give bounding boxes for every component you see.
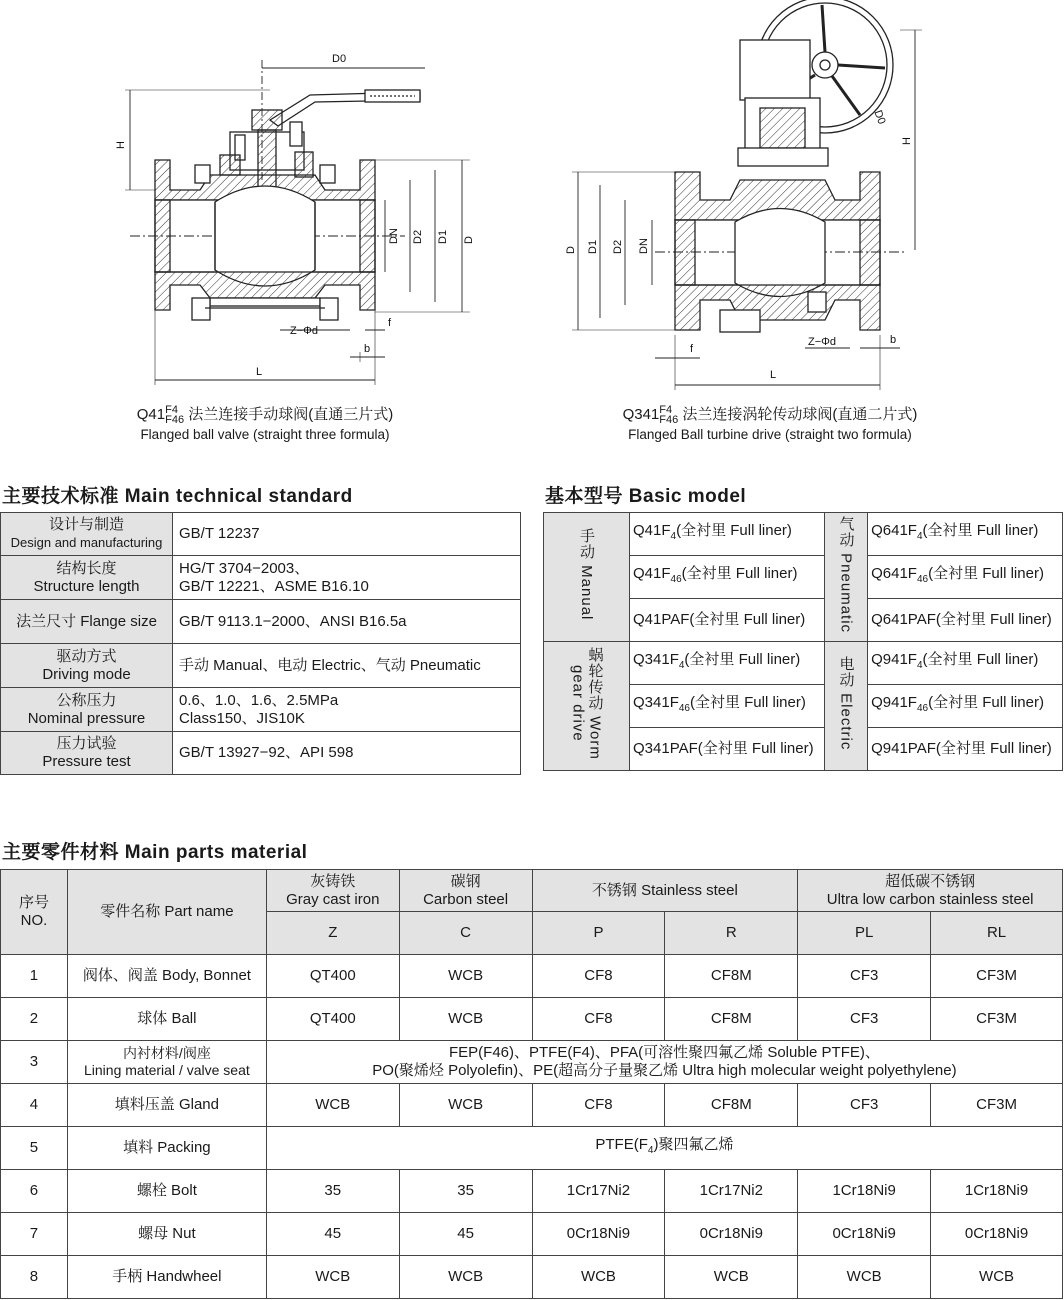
material-cell: WCB [399,998,532,1041]
model-sup: F4 [659,404,673,417]
value-line: 0.6、1.0、1.6、2.5MPa [179,691,339,709]
model-item [630,513,825,556]
header-cn: 碳钢 [450,872,481,890]
header-en: Ultra low carbon stainless steel [826,890,1034,908]
material-cell: WCB [532,1256,665,1299]
material-cell: CF8M [665,998,798,1041]
material-cell: 1Cr18Ni9 [798,1170,931,1213]
material-cell: 0Cr18Ni9 [798,1213,931,1256]
material-cell: 0Cr18Ni9 [931,1213,1063,1256]
table-row [1,1256,1063,1299]
header-no [1,870,68,955]
header-cn: 灰铸铁 [310,872,356,890]
material-cell: 1Cr18Ni9 [931,1170,1063,1213]
part-name: 手柄 Handwheel [67,1256,266,1299]
header-ultra-low-carbon [798,870,1063,912]
standard-label [1,556,173,600]
material-cell: 0Cr18Ni9 [532,1213,665,1256]
table-row [1,513,521,556]
model-prefix: Q41PAF [633,611,690,628]
material-cell: CF3M [931,1084,1063,1127]
table-row [1,955,1063,998]
model-prefix: Q341F [633,694,679,711]
code-rl: RL [931,912,1063,955]
figure-title-en: Flanged Ball turbine drive (straight two formula) [628,427,912,443]
model-item [868,599,1063,642]
basic-model-table [543,512,1063,771]
table-row [1,1127,1063,1170]
header-cn: 超低碳不锈钢 [885,872,976,890]
group-cn: 气动 [837,515,855,548]
table-row [1,998,1063,1041]
material-cell: 1Cr17Ni2 [532,1170,665,1213]
group-en: Worm gear drive [569,665,604,760]
figure-title-en: Flanged ball valve (straight three formula) [140,427,390,443]
label-cn: 驱动方式 [56,647,117,665]
table-row [1,1213,1063,1256]
model-prefix: Q41F [633,565,671,582]
model-prefix: Q341PAF [633,740,698,757]
row-no: 2 [1,998,68,1041]
dim-b: b [364,343,371,355]
drawing-q341-turbine-ball-valve [560,0,940,395]
table-row [1,732,521,775]
model-item [630,728,825,771]
model-suffix: (全衬里 Full liner) [928,694,1044,711]
header-en: Carbon steel [423,890,509,908]
standard-label [1,513,173,556]
material-cell: CF3 [798,955,931,998]
group-pneumatic [824,513,867,642]
model-sup: F4 [165,404,178,417]
header-stainless-steel: 不锈钢 Stainless steel [532,870,798,912]
model-suffix: (全衬里 Full liner) [697,740,814,757]
figure-caption-right [585,405,955,444]
standard-value [173,556,521,600]
part-name-en: Lining material / valve seat [84,1062,250,1078]
part-name: 填料 Packing [67,1127,266,1170]
table-row [1,688,521,732]
figure-caption-left [100,405,430,444]
material-cell: WCB [931,1256,1063,1299]
dim-d0: D0 [332,53,347,65]
table-row [544,513,1063,556]
model-suffix: (全衬里 Full liner) [935,740,1052,757]
header-gray-cast-iron [266,870,399,912]
group-worm-gear [544,642,630,771]
material-span-cell [266,1041,1062,1084]
material-cell: WCB [399,1084,532,1127]
model-suffix: (全衬里 Full liner) [681,565,798,582]
label-en: Pressure test [42,753,131,770]
standard-value: 手动 Manual、电动 Electric、气动 Pneumatic [173,644,521,688]
table-row [544,642,1063,685]
model-code: Q41 [136,406,166,423]
model-item [630,642,825,685]
dim-d0: D0 [871,108,888,126]
code-r: R [665,912,798,955]
figure-title-cn: 法兰连接涡轮传动球阀(直通二片式) [682,406,918,423]
material-cell: WCB [399,1256,532,1299]
label-cn: 压力试验 [56,735,117,752]
material-cell: CF3 [798,998,931,1041]
material-cell: WCB [266,1084,399,1127]
group-electric [824,642,867,771]
table-row [1,556,521,600]
table-row [1,1170,1063,1213]
header-part-name: 零件名称 Part name [67,870,266,955]
model-item [868,685,1063,728]
dim-h: H [115,141,127,149]
dim-dn: DN [388,228,400,244]
model-item [630,685,825,728]
header-cn: 序号 [18,894,49,911]
standard-value: GB/T 9113.1−2000、ANSI B16.5a [173,600,521,644]
code-z: Z [266,912,399,955]
standard-value: GB/T 13927−92、API 598 [173,732,521,775]
model-item [868,642,1063,685]
dim-d1: D1 [587,239,599,254]
standard-label [1,644,173,688]
label-en: Nominal pressure [27,709,146,727]
row-no: 1 [1,955,68,998]
table-header-row [1,870,1063,912]
row-no: 4 [1,1084,68,1127]
model-sub: F46 [165,414,185,427]
model-suffix: (全衬里 Full liner) [689,611,806,628]
model-sub: 46 [678,703,690,714]
material-cell: CF8M [665,955,798,998]
label-cn: 结构长度 [56,559,117,577]
label-cn: 公称压力 [56,691,117,709]
table-row [1,644,521,688]
material-cell: 45 [399,1213,532,1256]
model-suffix: (全衬里 Full liner) [928,565,1044,582]
dim-zd: Z−Φd [290,325,319,337]
model-suffix: (全衬里 Full liner) [684,651,801,668]
material-cell: 35 [399,1170,532,1213]
label-en: Structure length [33,577,140,595]
material-cell: WCB [266,1256,399,1299]
dim-d2: D2 [412,229,424,244]
material-cell: CF8M [665,1084,798,1127]
parts-material-table [0,869,1063,1299]
dim-f: f [388,317,392,329]
drawing-q41-manual-ball-valve [110,40,500,390]
section-title-parts: 主要零件材料 Main parts material [2,842,308,863]
header-en: Gray cast iron [286,890,380,908]
section-title-basic-model: 基本型号 Basic model [545,486,747,507]
span-suffix: )聚四氟乙烯 [653,1136,734,1153]
row-no: 8 [1,1256,68,1299]
model-item [868,728,1063,771]
part-name-cn: 内衬材料/阀座 [122,1045,211,1061]
model-item [630,599,825,642]
model-suffix: (全衬里 Full liner) [689,694,806,711]
value-line: HG/T 3704−2003、 [179,559,310,577]
group-cn: 手动 [578,528,595,561]
dim-zd: Z−Φd [808,336,837,348]
model-sub: F46 [659,414,679,427]
table-row [1,600,521,644]
model-prefix: Q341F [633,651,679,668]
group-en: Electric [837,693,855,751]
dim-dn: DN [638,238,650,254]
dim-d2: D2 [612,239,624,254]
model-suffix: (全衬里 Full liner) [922,651,1039,668]
model-sub: 4 [916,531,923,542]
model-sub: 46 [916,703,929,714]
model-sub: 4 [670,531,677,542]
model-prefix: Q941F [871,651,917,668]
part-name: 螺母 Nut [67,1213,266,1256]
header-en: NO. [20,912,48,929]
material-cell: 0Cr18Ni9 [665,1213,798,1256]
dim-f: f [690,343,694,355]
row-no: 5 [1,1127,68,1170]
group-en: Manual [578,565,595,621]
material-cell: CF3M [931,955,1063,998]
row-no: 6 [1,1170,68,1213]
part-name: 球体 Ball [67,998,266,1041]
material-cell: CF3M [931,998,1063,1041]
label-en: Design and manufacturing [10,535,163,550]
model-item [868,556,1063,599]
row-no: 7 [1,1213,68,1256]
standard-table [0,512,521,775]
model-sub: 4 [678,660,685,671]
model-prefix: Q941PAF [871,740,936,757]
model-sub: 46 [916,574,929,585]
model-item [868,513,1063,556]
dim-d1: D1 [437,229,449,244]
standard-value [173,688,521,732]
group-manual [544,513,630,642]
model-prefix: Q641F [871,565,917,582]
part-name: 填料压盖 Gland [67,1084,266,1127]
model-item [630,556,825,599]
group-cn: 蜗轮传动 [586,647,604,712]
model-suffix: (全衬里 Full liner) [922,522,1039,539]
standard-label: 法兰尺寸 Flange size [1,600,173,644]
material-cell: 35 [266,1170,399,1213]
material-cell: CF8 [532,1084,665,1127]
label-cn: 设计与制造 [48,516,124,533]
standard-value: GB/T 12237 [173,513,521,556]
model-prefix: Q641F [871,522,917,539]
table-row [1,1084,1063,1127]
model-sub: 4 [916,660,923,671]
material-span-cell [266,1127,1062,1170]
material-cell: WCB [665,1256,798,1299]
span-line: PO(聚烯烃 Polyolefin)、PE(超高分子量聚乙烯 Ultra high molecular weight polyethylene) [372,1062,957,1079]
dim-l: L [256,366,263,378]
material-cell: WCB [798,1256,931,1299]
dim-b: b [890,334,897,346]
dim-h: H [901,137,913,145]
figure-title-cn: 法兰连接手动球阀(直通三片式) [188,406,394,423]
material-cell: CF8 [532,955,665,998]
standard-label [1,732,173,775]
model-prefix: Q41F [633,522,671,539]
dim-d: D [565,246,577,254]
part-name: 阀体、阀盖 Body, Bonnet [67,955,266,998]
material-cell: CF8 [532,998,665,1041]
part-name [67,1041,266,1084]
model-sub: 46 [670,574,682,585]
group-en: Pneumatic [837,553,855,634]
row-no: 3 [1,1041,68,1084]
model-code: Q341 [622,406,660,423]
model-prefix: Q941F [871,694,917,711]
material-cell: QT400 [266,998,399,1041]
value-line: Class150、JIS10K [179,709,305,727]
span-sub: 4 [647,1145,654,1156]
table-row [1,1041,1063,1084]
material-cell: 1Cr17Ni2 [665,1170,798,1213]
material-cell: WCB [399,955,532,998]
header-carbon-steel [399,870,532,912]
material-cell: 45 [266,1213,399,1256]
code-p: P [532,912,665,955]
span-line: FEP(F46)、PTFE(F4)、PFA(可溶性聚四氟乙烯 Soluble PTFE)、 [448,1044,880,1061]
code-pl: PL [798,912,931,955]
section-title-standard: 主要技术标准 Main technical standard [2,486,353,507]
material-cell: QT400 [266,955,399,998]
group-cn: 电动 [837,656,855,689]
model-suffix: (全衬里 Full liner) [935,611,1052,628]
dim-l: L [770,369,777,381]
code-c: C [399,912,532,955]
value-line: GB/T 12221、ASME B16.10 [179,577,369,595]
part-name: 螺栓 Bolt [67,1170,266,1213]
material-cell: CF3 [798,1084,931,1127]
label-en: Driving mode [42,665,131,683]
model-prefix: Q641PAF [871,611,936,628]
standard-label [1,688,173,732]
model-suffix: (全衬里 Full liner) [676,522,792,539]
dim-d: D [463,236,475,244]
span-prefix: PTFE(F [595,1136,648,1153]
